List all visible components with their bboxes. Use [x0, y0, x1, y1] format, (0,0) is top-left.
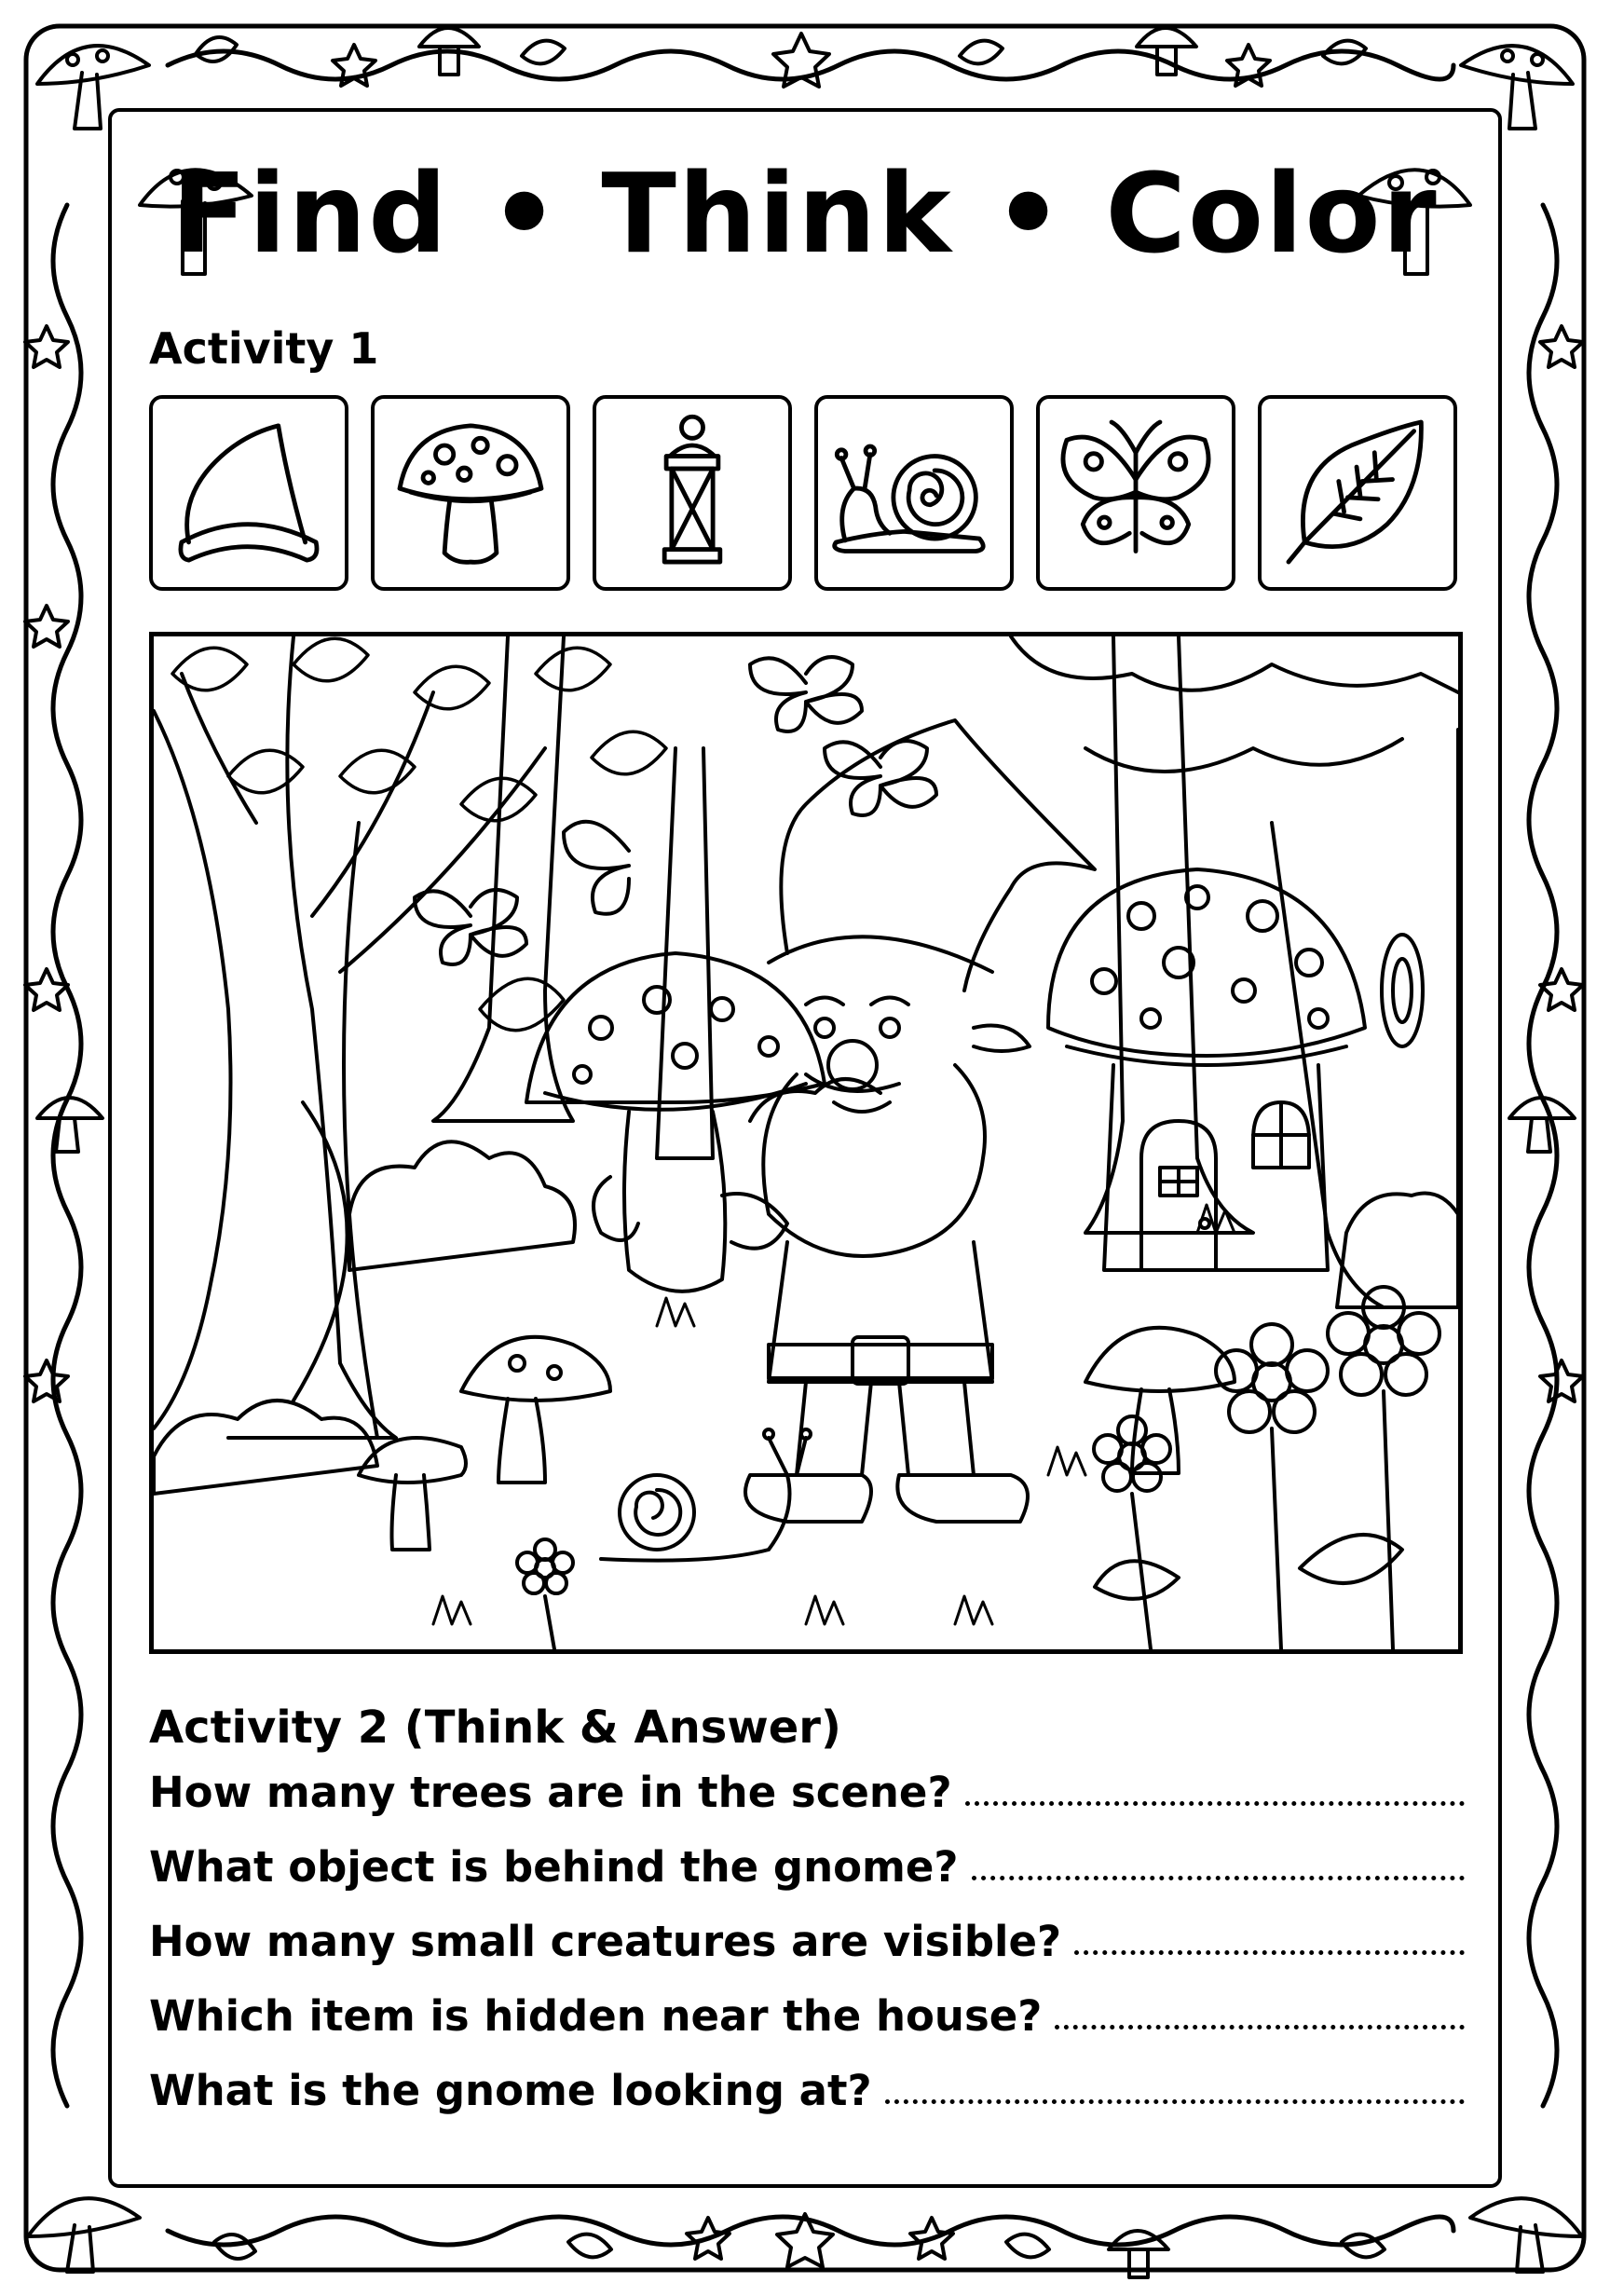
find-item-snail: [814, 395, 1014, 591]
question-text: How many small creatures are visible?: [149, 1917, 1062, 1966]
find-item-lantern: [593, 395, 792, 591]
answer-line[interactable]: [1055, 2025, 1465, 2030]
question-text: What is the gnome looking at?: [149, 2066, 872, 2115]
find-item-mushroom: [371, 395, 570, 591]
question-row: [149, 1906, 1465, 1966]
question-text: Which item is hidden near the house?: [149, 1991, 1043, 2041]
gnome: [745, 720, 1095, 1522]
butterfly-icon: [1040, 399, 1232, 587]
question-row: [149, 1832, 1465, 1892]
scene-flowers: [517, 1287, 1439, 1649]
answer-line[interactable]: [965, 1801, 1465, 1806]
question-text: How many trees are in the scene?: [149, 1768, 952, 1817]
mushroom-icon: [375, 399, 566, 587]
bushes: [154, 1079, 1458, 1494]
activity1-title: Activity 1: [149, 323, 379, 374]
find-item-hat: [149, 395, 348, 591]
find-items-row: [149, 395, 1461, 593]
question-text: What object is behind the gnome?: [149, 1842, 959, 1892]
answer-line[interactable]: [885, 2099, 1465, 2104]
mushroom-house: [1048, 869, 1365, 1270]
snail-icon: [818, 399, 1010, 587]
question-row: [149, 1757, 1465, 1817]
question-row: [149, 1981, 1465, 2041]
coloring-scene: [149, 632, 1463, 1654]
question-row: [149, 2056, 1465, 2115]
right-canopy: [1011, 636, 1458, 1307]
find-item-leaf: [1258, 395, 1457, 591]
ground-mushrooms: [359, 1328, 1235, 1550]
find-item-butterfly: [1036, 395, 1235, 591]
leaf-icon: [1262, 399, 1453, 587]
gnome-hat-icon: [153, 399, 345, 587]
page-title: Find • Think • Color: [171, 149, 1439, 278]
scene-snail: [601, 1429, 811, 1561]
lantern-icon: [596, 399, 788, 587]
activity2-title: Activity 2 (Think & Answer): [149, 1702, 841, 1754]
answer-line[interactable]: [1074, 1950, 1465, 1955]
canopy-leaves: [172, 638, 666, 1031]
background-trees: [433, 636, 1253, 1233]
answer-line[interactable]: [972, 1876, 1465, 1880]
